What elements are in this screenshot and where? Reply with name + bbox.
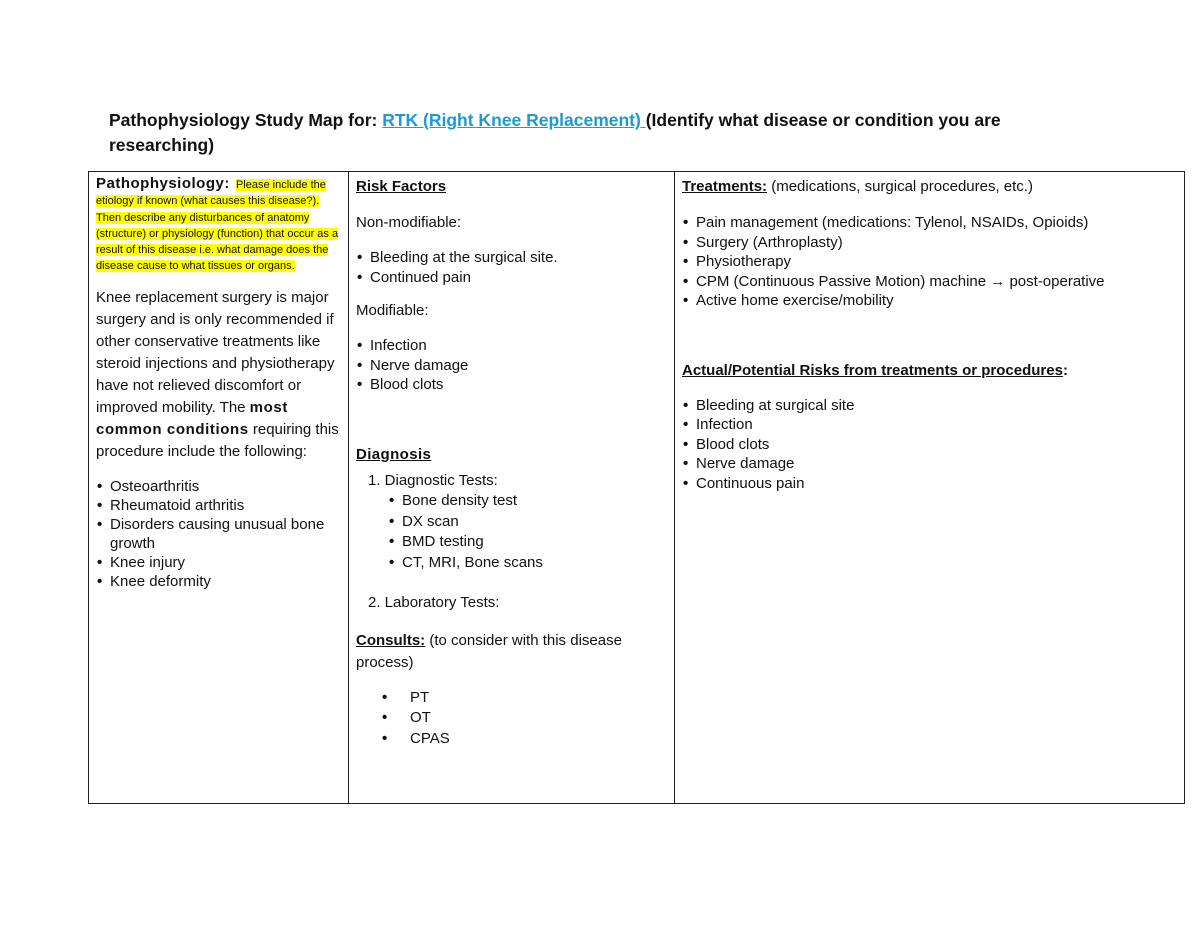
- pathophysiology-heading: Pathophysiology:: [96, 175, 230, 192]
- pathophysiology-cell: [89, 172, 349, 804]
- nonmodifiable-label: Non-modifiable:: [356, 214, 462, 231]
- list-item: • Active home exercise/mobility: [682, 291, 1177, 311]
- list-item: • Physiotherapy: [682, 252, 1177, 272]
- list-item: • Bone density test: [388, 491, 667, 512]
- paragraph-start: Knee replacement surgery is major surgery and is only recommended if other conservative treatments like steroid injections and physiotherapy have not relieved discomfort or improved mobility. The: [96, 288, 335, 416]
- list-item: • Infection: [682, 415, 1177, 435]
- title-topic-link[interactable]: RTK (Right Knee Replacement): [382, 110, 646, 130]
- list-item: • OT: [356, 708, 667, 729]
- risks-paragraph: [682, 360, 1177, 381]
- treatments-paragraph: [682, 176, 1177, 197]
- right-arrow-icon: →: [990, 272, 1006, 290]
- diagnostic-tests-item: [368, 471, 667, 574]
- consults-paragraph: [356, 630, 667, 674]
- list-item: • CPAS: [356, 729, 667, 750]
- consults-heading: Consults:: [356, 631, 426, 649]
- list-item: • Nerve damage: [682, 454, 1177, 474]
- list-item: • Continuous pain: [682, 474, 1177, 494]
- modifiable-list: [356, 336, 667, 395]
- list-item: • Pain management (medications: Tylenol, NSAIDs, Opioids): [682, 213, 1177, 233]
- risks-list: [682, 396, 1177, 494]
- risk-diagnosis-cell: [349, 172, 675, 804]
- paragraph-end: requiring this procedure include the following:: [96, 420, 339, 460]
- paragraph-bold: most common conditions: [96, 398, 288, 438]
- list-item: • Bleeding at the surgical site.: [356, 248, 667, 268]
- list-item: • CT, MRI, Bone scans: [388, 553, 667, 574]
- list-item: • Disorders causing unusual bone growth: [96, 515, 341, 553]
- modifiable-label: Modifiable:: [356, 302, 429, 319]
- list-item: • DX scan: [388, 512, 667, 533]
- risks-heading: Actual/Potential Risks from treatments or procedures: [682, 361, 1063, 379]
- diagnosis-heading: Diagnosis: [356, 445, 432, 463]
- list-item: [682, 272, 1177, 292]
- list-item: • Infection: [356, 336, 667, 356]
- cpm-text: CPM (Continuous Passive Motion) machine: [696, 272, 991, 290]
- pathophysiology-paragraph: [96, 287, 341, 463]
- risks-colon: :: [1062, 361, 1068, 379]
- study-map-table: [88, 171, 1185, 804]
- list-item: • Surgery (Arthroplasty): [682, 233, 1177, 253]
- treatments-cell: [675, 172, 1185, 804]
- diagnosis-list: [356, 471, 667, 614]
- list-item: • Rheumatoid arthritis: [96, 496, 341, 515]
- title-prefix: Pathophysiology Study Map for:: [109, 110, 383, 130]
- treatments-list: [682, 213, 1177, 311]
- cpm-post-text: post-operative: [1005, 272, 1105, 290]
- list-item: • Knee deformity: [96, 572, 341, 591]
- list-item: • Continued pain: [356, 268, 667, 288]
- risk-factors-heading: Risk Factors: [356, 178, 447, 195]
- list-item: • Blood clots: [356, 375, 667, 395]
- consults-note: (to consider with this disease process): [356, 631, 622, 671]
- treatments-heading: Treatments:: [682, 178, 768, 195]
- title-suffix: (Identify what disease or condition you are researching): [109, 110, 1001, 155]
- list-item: • Osteoarthritis: [96, 477, 341, 496]
- list-item: • BMD testing: [388, 532, 667, 553]
- diagnostic-tests-label: 1. Diagnostic Tests:: [368, 471, 498, 489]
- conditions-list: [96, 477, 341, 591]
- pathophysiology-header: [96, 176, 341, 275]
- page-title: [109, 108, 1109, 158]
- list-item: • Blood clots: [682, 435, 1177, 455]
- laboratory-tests-item: 2. Laboratory Tests:: [368, 594, 500, 611]
- treatments-note: (medications, surgical procedures, etc.): [767, 178, 1033, 195]
- consults-list: [356, 688, 667, 750]
- list-item: • Knee injury: [96, 553, 341, 572]
- nonmodifiable-list: [356, 248, 667, 287]
- list-item: • Nerve damage: [356, 356, 667, 376]
- pathophysiology-instructions: Please include the etiology if known (what causes this disease?). Then describe any disturbances of anatomy (structure) or physiology (function) that occur as a result of this disease i.e. what damage does the disease cause to what tissues or organs.: [96, 179, 339, 273]
- list-item: • PT: [356, 688, 667, 709]
- diagnostic-tests-list: [388, 491, 667, 573]
- list-item: • Bleeding at surgical site: [682, 396, 1177, 416]
